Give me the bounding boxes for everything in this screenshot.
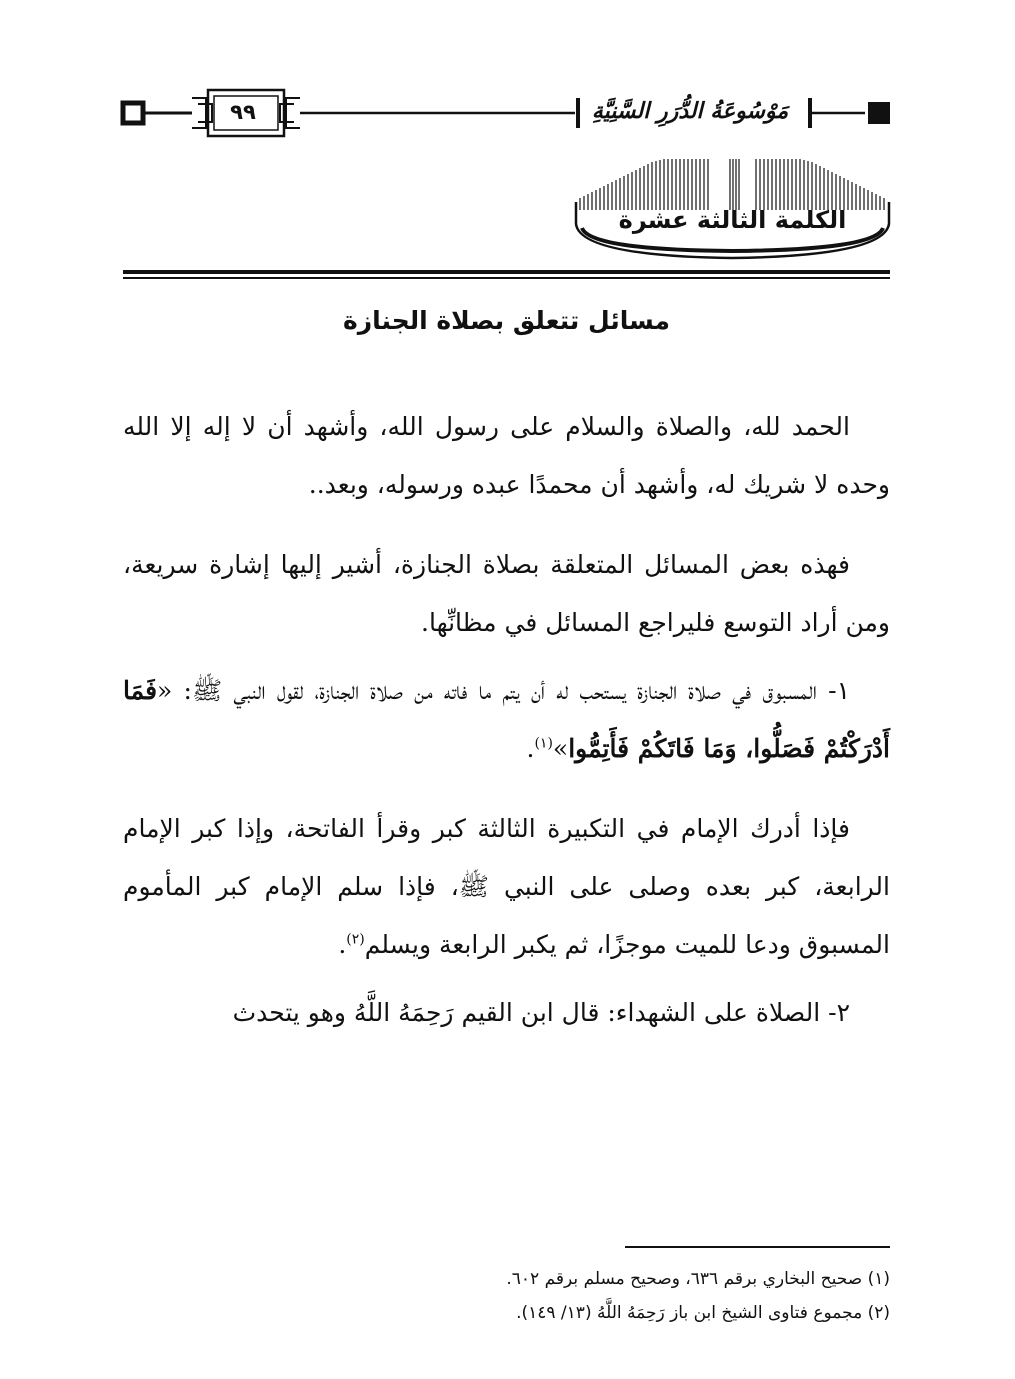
paragraph-issue-1 — [123, 662, 890, 778]
footnote-ref-1[interactable]: (١) — [534, 735, 553, 752]
series-title: مَوْسُوعَةُ الدُّرَرِ السَّنِيَّةِ — [591, 98, 789, 124]
paragraph-issue-2: ٢- الصلاة على الشهداء: قال ابن القيم رَحِمَهُ اللَّهُ وهو يتحدث — [232, 998, 850, 1027]
chapter-title: الكلمة الثالثة عشرة — [618, 206, 847, 234]
footnote-separator — [625, 1246, 890, 1248]
page-number: ٩٩ — [230, 100, 256, 124]
section-title: مسائل تتعلق بصلاة الجنازة — [342, 306, 671, 335]
footnotes — [123, 1262, 890, 1330]
paragraph-opening: الحمد لله، والصلاة والسلام على رسول الله، وأشهد أن لا إله إلا الله وحده لا شريك له، وأشهد أن محمدًا عبده ورسوله، وبعد.. — [123, 412, 890, 499]
paragraph-intro: فهذه بعض المسائل المتعلقة بصلاة الجنازة، أشير إليها إشارة سريعة، ومن أراد التوسع فليراجع المسائل في مظانِّها. — [123, 550, 890, 637]
paragraph-late-joiner — [123, 800, 890, 974]
body-text — [123, 398, 890, 1064]
header-rule-thick — [123, 270, 890, 274]
hadith-quote: فَمَا أَدْرَكْتُمْ فَصَلُّوا، وَمَا فَاتَكُمْ فَأَتِمُّوا — [123, 676, 890, 763]
footnote-1: (١) صحيح البخاري برقم ٦٣٦، وصحيح مسلم برقم ٦٠٢. — [506, 1269, 890, 1289]
late-joiner-end: . — [338, 930, 347, 959]
late-joiner-text: فإذا أدرك الإمام في التكبيرة الثالثة كبر وقرأ الفاتحة، وإذا كبر الإمام الرابعة، كبر بعده وصلى على النبي ﷺ، فإذا سلم الإمام كبر المأموم المسبوق ودعا للميت موجزًا، ثم يكبر الرابعة ويسلم — [123, 814, 890, 959]
footnote-ref-2[interactable]: (٢) — [346, 931, 365, 948]
quote-close: » — [552, 734, 569, 763]
footnote-2: (٢) مجموع فتاوى الشيخ ابن باز رَحِمَهُ اللَّهُ (١٣/ ١٤٩). — [516, 1303, 890, 1323]
header-rule-thin — [123, 277, 890, 279]
issue-1-text: ١- المسبوق في صلاة الجنازة يستحب له أن يتم ما فاته من صلاة الجنازة، لقول النبي ﷺ: « — [157, 676, 850, 705]
issue-1-end: . — [526, 734, 535, 763]
